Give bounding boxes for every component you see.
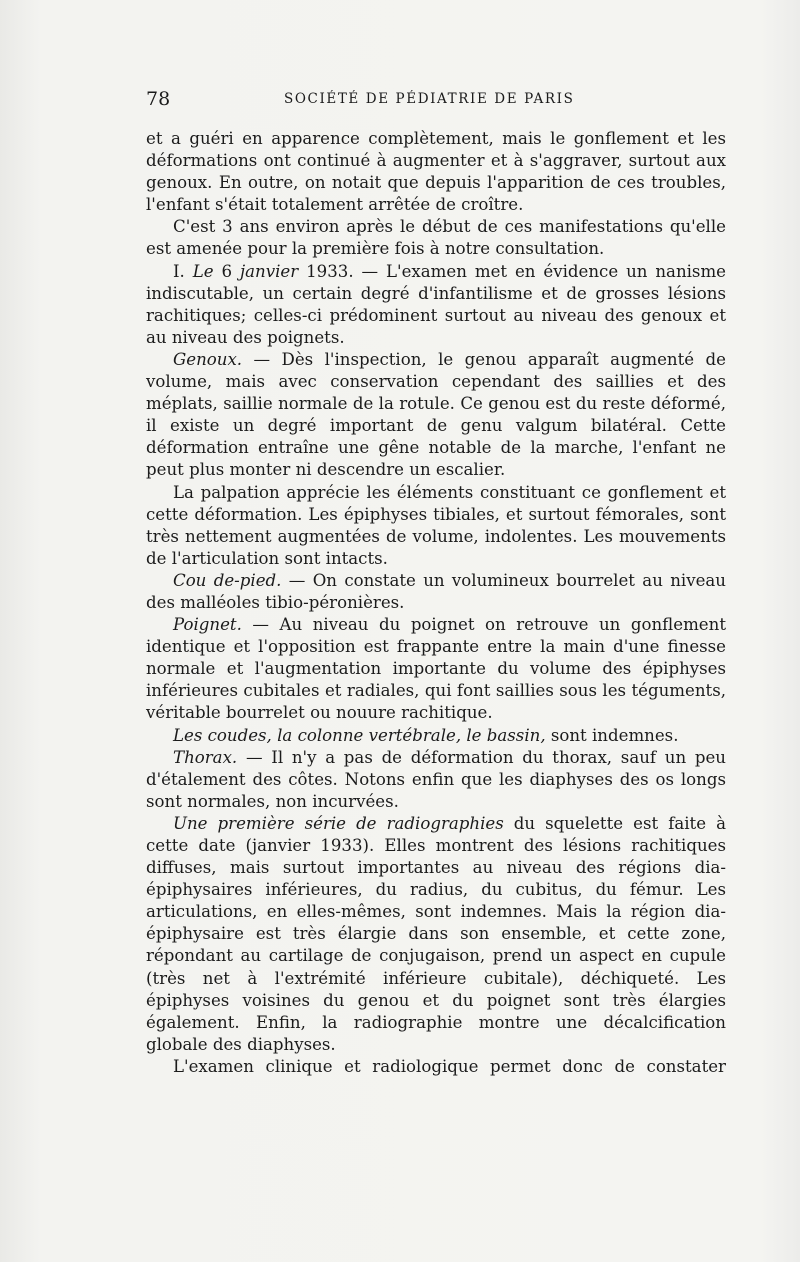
paragraph-genoux: Genoux. — Dès l'inspection, le genou apparaît augmenté de volume, mais avec conservation cependant des saillies et des méplats, saillie normale de la rotule. Ce genou est du reste déformé, il existe un degré important de genu valgum bilatéral. Cette déformation entraîne une gêne notable de la marche, l'enfant ne peut plus monter ni descendre un escalier. (146, 349, 726, 480)
paragraph-palpation: La palpation apprécie les éléments constituant ce gonflement et cette déformation. Les épiphyses tibiales, et surtout fémorales, sont très nettement augmentées de volume, indolentes. Les mouvements de l'articulation sont intacts. (146, 482, 726, 568)
paragraph-2: C'est 3 ans environ après le début de ces manifestations qu'elle est amenée pour la première fois à notre consultation. (146, 217, 726, 259)
paragraph-poignet: Poignet. — Au niveau du poignet on retrouve un gonflement identique et l'opposition est frappante entre la main d'une finesse normale et l'augmentation importante du volume des épiphyses inférieures cubitales et radiales, qui font saillies sous les téguments, véritable bourrelet ou nouure rachitique. (146, 615, 726, 723)
paragraph-3: I. Le 6 janvier 1933. — L'examen met en évidence un nanisme indiscutable, un certain degré d'infantilisme et de grosses lésions rachitiques; celles-ci prédominent surtout au niveau des genoux et au niveau des poignets. (146, 261, 727, 347)
paragraph-1: et a guéri en apparence complètement, mais le gonflement et les déformations ont continué à augmenter et à s'aggraver, surtout aux genoux. En outre, on notait que depuis l'apparition de ces troubles, l'enfant s'était totalement arrêtée de croître. (146, 129, 726, 215)
paragraph-cou-de-pied: Cou de-pied. — On constate un volumineux bourrelet au niveau des malléoles tibio-péronières. (146, 570, 726, 612)
body-text (146, 128, 726, 1078)
paragraph-thorax: Thorax. — Il n'y a pas de déformation du thorax, sauf un peu d'étalement des côtes. Notons enfin que les diaphyses des os longs sont normales, non incurvées. (146, 747, 726, 811)
paragraph-coudes: Les coudes, la colonne vertébrale, le bassin, sont indemnes. (173, 725, 679, 745)
paragraph-radiographies: Une première série de radiographies du squelette est faite à cette date (janvier 1933). Elles montrent des lésions rachitiques diffuses, mais surtout importantes au niveau des régions dia-épiphysaires inférieures, du radius, du cubitus, du fémur. Les articulations, en elles-mêmes, sont indemnes. Mais la région dia-épiphysaire est très élargie dans son ensemble, et cette zone, répondant au cartilage de conjugaison, prend un aspect en cupule (très net à l'extrémité inférieure cubitale), déchiqueté. Les épiphyses voisines du genou et du poignet sont très élargies également. Enfin, la radiographie montre une décalcification globale des diaphyses. (146, 813, 726, 1054)
paragraph-conclusion: L'examen clinique et radiologique permet donc de constater (173, 1056, 726, 1076)
running-head: SOCIÉTÉ DE PÉDIATRIE DE PARIS (284, 91, 575, 107)
page-header (146, 88, 726, 114)
page-number: 78 (146, 88, 171, 110)
